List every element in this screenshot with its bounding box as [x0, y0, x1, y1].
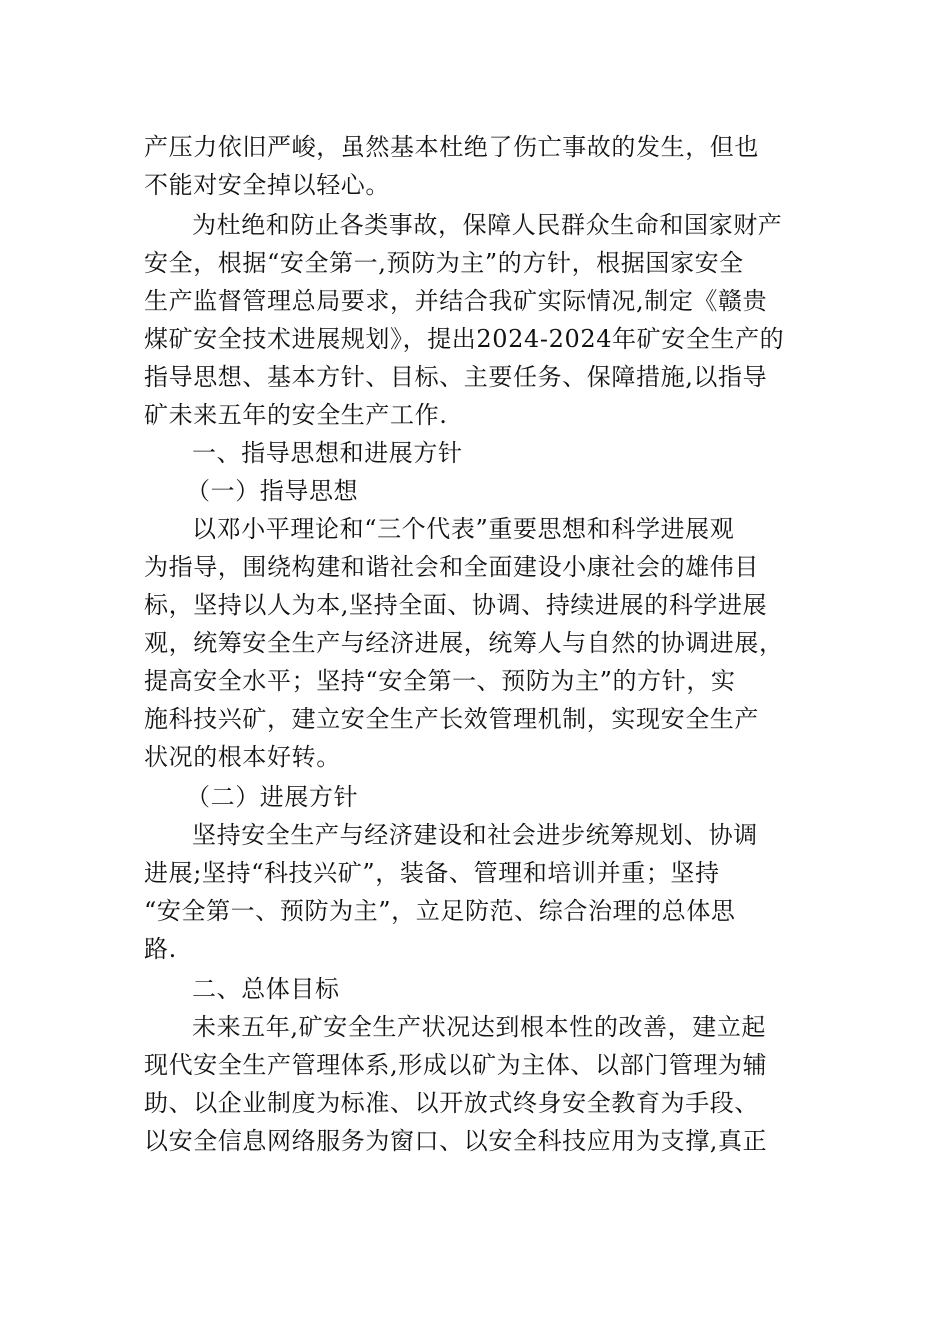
subsection-heading: （一）指导思想 — [186, 477, 359, 505]
paragraph-line: 以安全信息网络服务为窗口、以安全科技应用为支撑,真正 — [144, 1127, 768, 1155]
paragraph-line: 指导思想、基本方针、目标、主要任务、保障措施,以指导 — [144, 363, 768, 391]
paragraph-line: 状况的根本好转。 — [144, 743, 341, 771]
paragraph-line: 矿未来五年的安全生产工作. — [144, 401, 448, 429]
paragraph-line: 不能对安全掉以轻心。 — [144, 171, 390, 199]
paragraph-line: 路. — [144, 935, 177, 963]
paragraph-line: 现代安全生产管理体系,形成以矿为主体、以部门管理为辅 — [144, 1051, 768, 1079]
section-heading: 一、指导思想和进展方针 — [192, 439, 463, 467]
paragraph-line: 未来五年,矿安全生产状况达到根本性的改善，建立起 — [192, 1013, 767, 1041]
paragraph-line: 坚持安全生产与经济建设和社会进步统筹规划、协调 — [192, 821, 758, 849]
paragraph-line: 安全，根据“安全第一,预防为主”的方针，根据国家安全 — [144, 249, 744, 277]
paragraph-line: 生产监督管理总局要求，并结合我矿实际情况,制定《赣贵 — [144, 287, 768, 315]
paragraph-line: 为杜绝和防止各类事故，保障人民群众生命和国家财产 — [192, 211, 783, 239]
paragraph-line: 施科技兴矿，建立安全生产长效管理机制，实现安全生产 — [144, 705, 759, 733]
subsection-heading: （二）进展方针 — [186, 783, 359, 811]
paragraph-line: 以邓小平理论和“三个代表”重要思想和科学进展观 — [192, 515, 735, 543]
section-heading: 二、总体目标 — [192, 975, 340, 1003]
paragraph-line: 为指导，围绕构建和谐社会和全面建设小康社会的雄伟目 — [144, 553, 759, 581]
paragraph-line: “安全第一、预防为主”，立足防范、综合治理的总体思 — [144, 897, 736, 925]
paragraph-line: 提高安全水平；坚持“安全第一、预防为主”的方针，实 — [144, 667, 736, 695]
paragraph-line: 助、以企业制度为标准、以开放式终身安全教育为手段、 — [144, 1089, 759, 1117]
paragraph-line: 观，统筹安全生产与经济进展，统筹人与自然的协调进展， — [144, 629, 784, 657]
paragraph-line: 煤矿安全技术进展规划》，提出2024-2024年矿安全生产的 — [144, 325, 785, 353]
paragraph-line: 标，坚持以人为本,坚持全面、协调、持续进展的科学进展 — [144, 591, 768, 619]
paragraph-line: 产压力依旧严峻，虽然基本杜绝了伤亡事故的发生，但也 — [144, 133, 759, 161]
paragraph-line: 进展;坚持“科技兴矿”，装备、管理和培训并重；坚持 — [144, 859, 720, 887]
